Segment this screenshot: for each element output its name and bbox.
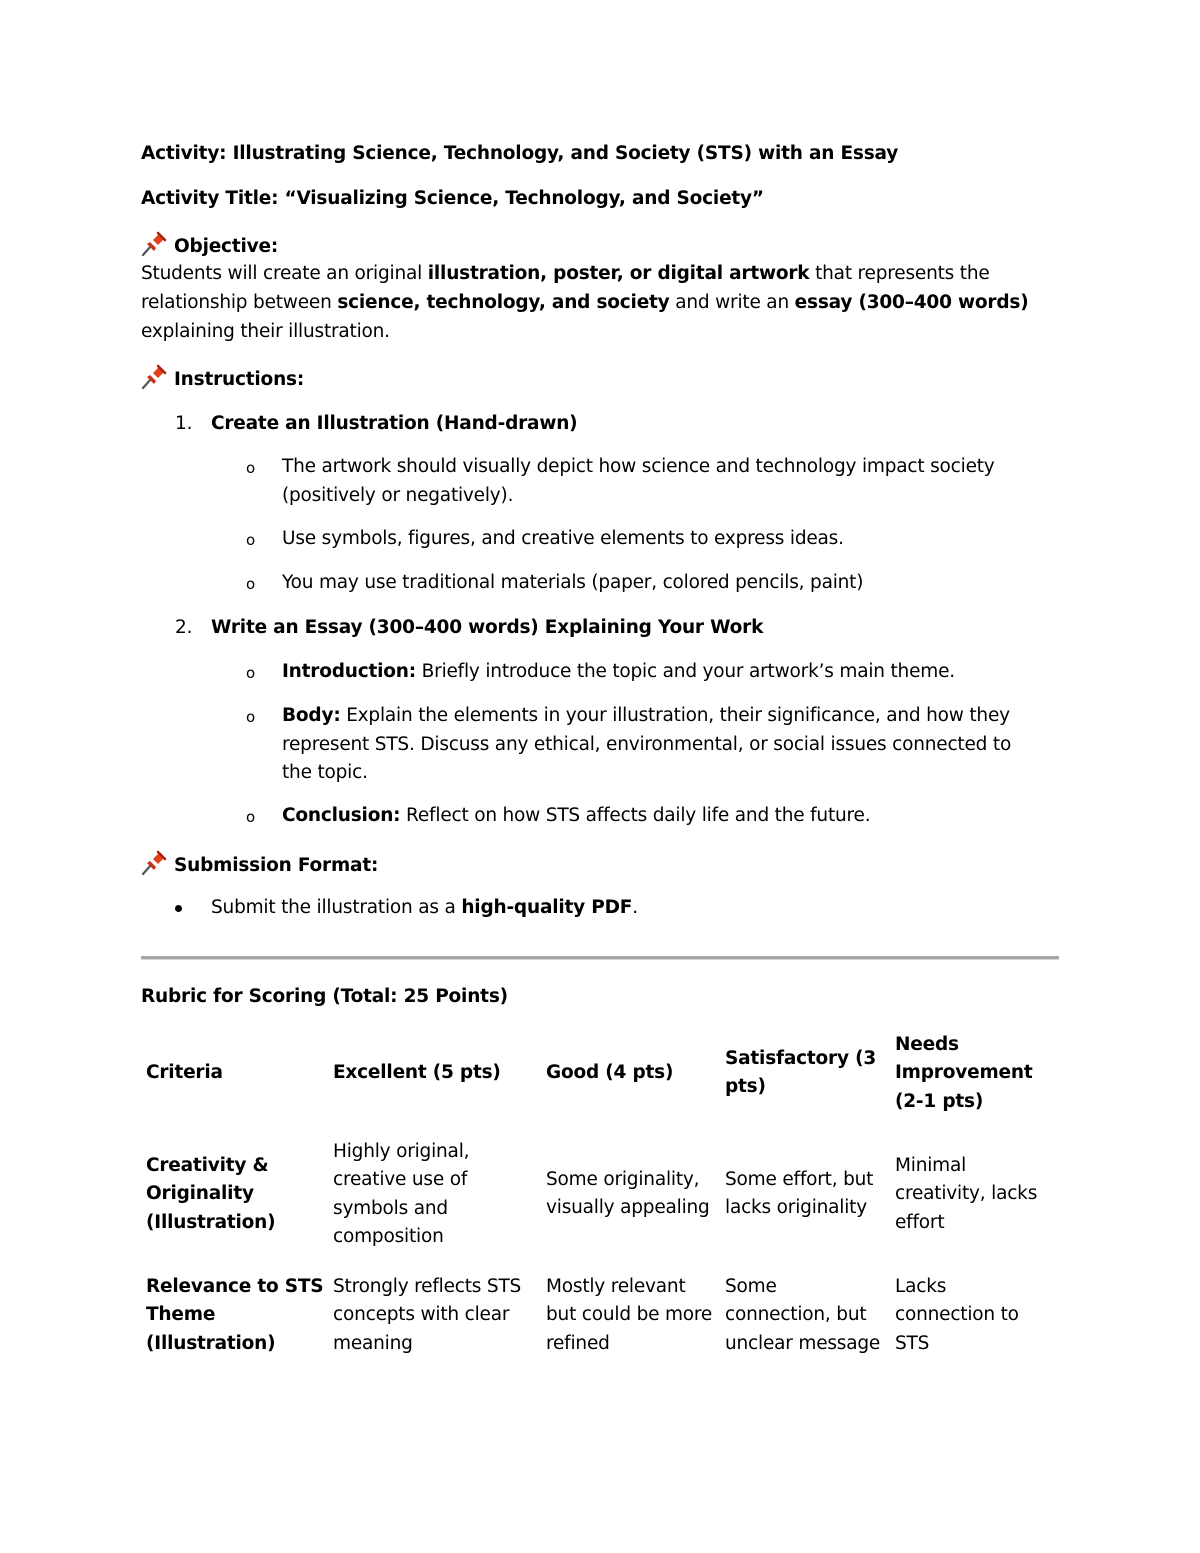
rubric-title: Rubric for Scoring (Total: 25 Points) <box>141 986 508 1007</box>
step-1-bullet: Use symbols, figures, and creative elements to express ideas. <box>282 528 844 549</box>
bullet-glyph: o <box>246 808 255 826</box>
instructions-heading: Instructions: <box>174 369 305 390</box>
step-2-bullet-introduction: Introduction: Briefly introduce the topic and your artwork’s main theme. <box>282 661 955 682</box>
rubric-header-excellent: Excellent (5 pts) <box>333 1062 501 1083</box>
pushpin-icon <box>141 850 167 876</box>
bullet-dot <box>175 905 182 912</box>
pushpin-icon <box>141 364 167 390</box>
bullet-glyph: o <box>246 664 255 682</box>
bullet-glyph: o <box>246 531 255 549</box>
rubric-row-2-satisfactory: Some connection, but unclear message <box>725 1276 881 1354</box>
step-1-number: 1. <box>175 413 193 434</box>
bullet-glyph: o <box>246 459 255 477</box>
rubric-row-1-good: Some originality, visually appealing <box>546 1169 710 1219</box>
activity-heading: Activity: Illustrating Science, Technology, and Society (STS) with an Essay <box>141 143 899 164</box>
rubric-row-1-excellent: Highly original, creative use of symbols and composition <box>333 1141 470 1248</box>
submission-heading: Submission Format: <box>174 855 379 876</box>
objective-line-1: Students will create an original illustration, poster, or digital artwork that represents the <box>141 263 990 284</box>
bullet-glyph: o <box>246 575 255 593</box>
submission-text: Submit the illustration as a high-quality PDF. <box>211 897 638 918</box>
submission-heading-row <box>141 850 378 880</box>
rubric-header-criteria: Criteria <box>146 1062 223 1083</box>
rubric-header-satisfactory: Satisfactory (3 pts) <box>725 1048 877 1098</box>
step-1-title: Create an Illustration (Hand-drawn) <box>211 413 578 434</box>
horizontal-divider <box>141 956 1059 960</box>
objective-line-2: relationship between science, technology, and society and write an essay (300–400 words) <box>141 292 1029 313</box>
rubric-header-good: Good (4 pts) <box>546 1062 674 1083</box>
activity-title: Activity Title: “Visualizing Science, Technology, and Society” <box>141 188 764 209</box>
objective-heading-row <box>141 231 278 261</box>
rubric-header-needs-improvement: Needs Improvement (2-1 pts) <box>895 1034 1033 1112</box>
rubric-row-1-needs-improvement: Minimal creativity, lacks effort <box>895 1155 1038 1233</box>
step-2-bullet-body: Body: Explain the elements in your illustration, their significance, and how they represent STS. Discuss any ethical, environmental, or social issues connected to the topic. <box>282 705 1012 783</box>
pushpin-icon <box>141 231 167 257</box>
step-1-bullet: The artwork should visually depict how science and technology impact society (positively or negatively). <box>282 456 995 506</box>
instructions-heading-row <box>141 364 304 394</box>
rubric-row-1-criteria: Creativity & Originality (Illustration) <box>146 1155 276 1233</box>
step-2-number: 2. <box>175 617 193 638</box>
rubric-row-1-satisfactory: Some effort, but lacks originality <box>725 1169 874 1219</box>
objective-line-3: explaining their illustration. <box>141 321 390 342</box>
objective-heading: Objective: <box>174 236 279 257</box>
step-1-bullet: You may use traditional materials (paper, colored pencils, paint) <box>282 572 864 593</box>
rubric-row-2-criteria: Relevance to STS Theme (Illustration) <box>146 1276 324 1354</box>
rubric-row-2-good: Mostly relevant but could be more refined <box>546 1276 713 1354</box>
rubric-row-2-excellent: Strongly reflects STS concepts with clear meaning <box>333 1276 522 1354</box>
bullet-glyph: o <box>246 708 255 726</box>
rubric-row-2-needs-improvement: Lacks connection to STS <box>895 1276 1019 1354</box>
step-2-bullet-conclusion: Conclusion: Reflect on how STS affects daily life and the future. <box>282 805 871 826</box>
step-2-title: Write an Essay (300–400 words) Explaining Your Work <box>211 617 764 638</box>
